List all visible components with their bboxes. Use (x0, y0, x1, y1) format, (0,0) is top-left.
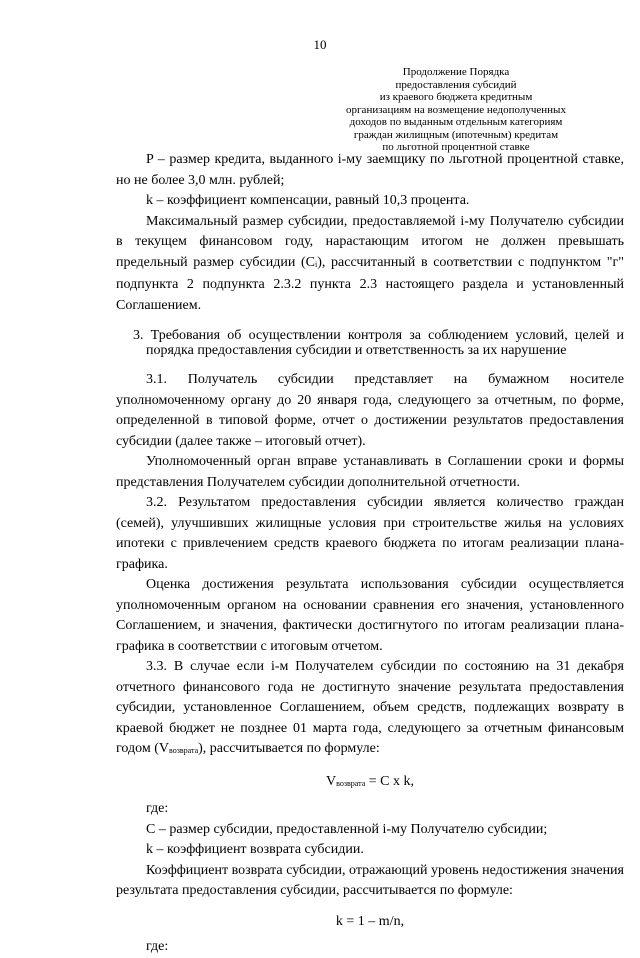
formula-v-return (116, 772, 624, 795)
paragraph-3-2-b: Оценка достижения результата использования субсидии осуществляется уполномоченным органом на основании сравнения его значения, установленного Соглашением, и значения, фактически достигнутого по итогам реализации плана-графика в соответствии с итоговым отчетом. (116, 577, 624, 654)
formula-k: k = 1 – m/n, (335, 913, 405, 929)
where-label: где: (146, 939, 169, 954)
formula-rest: = C x k, (365, 773, 414, 789)
where-label: где: (146, 801, 169, 816)
header-line: предоставления субсидий (395, 78, 517, 91)
paragraph-k-def: k – коэффициент компенсации, равный 10,3 процента. (146, 193, 470, 208)
text-span: ), рассчитанный в соответствии с подпунктом "г" подпункта 2 подпункта 2.3.2 пункта 2.3 настоящего раздела и установленный Соглашением. (116, 254, 624, 313)
header-line: Продолжение Порядка (402, 66, 510, 78)
paragraph-max-subsidy (116, 212, 624, 317)
document-header (316, 66, 596, 154)
formula-var: V (325, 773, 337, 789)
header-line: из краевого бюджета кредитным (379, 91, 533, 103)
text-span: Максимальный размер субсидии, предоставляемой i-му Получателю субсидии в текущем финансовом году, нарастающим итогом не должен превышать предельный размер субсидии (C (116, 213, 624, 270)
paragraph-coefficient: Коэффициент возврата субсидии, отражающий уровень недостижения значения результата предоставления субсидии, рассчитывается по формуле: (116, 862, 624, 898)
paragraph-3-1-b: Уполномоченный орган вправе устанавливать в Соглашении сроки и формы представления Получателем субсидии дополнительной отчетности. (116, 454, 624, 490)
subscript: i (314, 259, 318, 269)
header-line: граждан жилищным (ипотечным) кредитам (353, 128, 559, 141)
paragraph-p-def: P – размер кредита, выданного i-му заемщику по льготной процентной ставке, но не более 3,0 млн. рублей; (116, 152, 624, 188)
text-span: ), рассчитывается по формуле: (198, 741, 380, 756)
header-line: организациям на возмещение недополученных (346, 103, 566, 116)
page-number: 10 (313, 37, 327, 52)
header-line: по льготной процентной ставке (382, 141, 530, 153)
section-heading-3: 3. Требования об осуществлении контроля за соблюдением условий, целей и порядка предоставления субсидии и ответственность за их нарушение (133, 328, 624, 358)
document-body (116, 150, 624, 958)
paragraph-3-2: 3.2. Результатом предоставления субсидии является количество граждан (семей), улучшивших жилищные условия при строительстве жилья на условиях ипотеки с привлечением средств краевого бюджета по итогам реализации плана-графика. (116, 495, 624, 572)
paragraph-c-def: C – размер субсидии, предоставленной i-му Получателю субсидии; (146, 821, 548, 837)
header-line: доходов по выданным отдельным категориям (349, 116, 563, 128)
paragraph-3-1: 3.1. Получатель субсидии представляет на бумажном носителе уполномоченному органу до 20 января года, следующего за отчетным, по форме, определенной в типовой форме, отчет о достижении результатов предоставления субсидии (далее также – итоговый отчет). (116, 372, 624, 449)
paragraph-k-return-def: k – коэффициент возврата субсидии. (146, 842, 364, 857)
paragraph-3-3 (116, 657, 624, 762)
subscript: возврата (168, 746, 199, 755)
subscript: возврата (336, 778, 366, 788)
text-span: 3.3. В случае если i-м Получателем субсидии по состоянию на 31 декабря отчетного финансового года не достигнуто значение результата предоставления субсидии, установленное Соглашением, объем средств, подлежащих возврату в краевой бюджет не позднее 01 марта года, следующего за отчетным финансовым годом (V (116, 659, 624, 756)
